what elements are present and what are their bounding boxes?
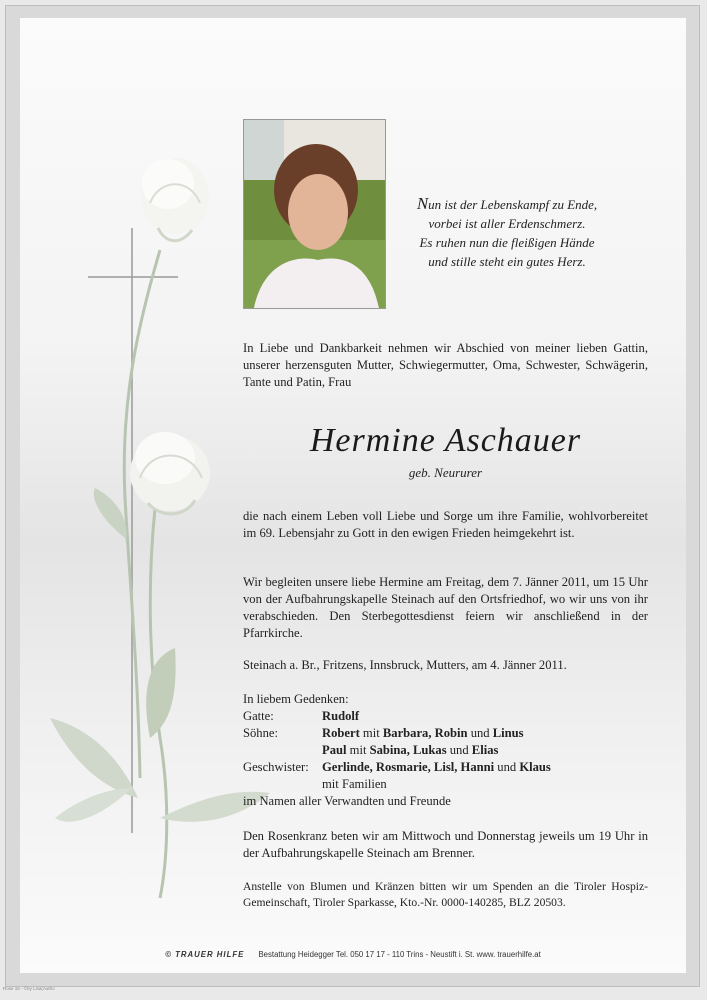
donation-text: Anstelle von Blumen und Kränzen bitten wir um Spenden an die Tiroler Hospiz-Gemeinschaft, Tiroler Sparkasse, Kto.-Nr. 0000-140285, BLZ 20503.: [243, 880, 648, 909]
son-2: Paul: [322, 743, 347, 757]
spouse-name: Rudolf: [322, 709, 360, 723]
connector-mit: mit: [359, 726, 383, 740]
obituary-page: [20, 18, 686, 973]
connector-und: und: [467, 726, 493, 740]
son-1: Robert: [322, 726, 360, 740]
son-1-child: Linus: [492, 726, 524, 740]
siblings-names: Gerlinde, Rosmarie, Lisl, Hanni: [322, 760, 495, 774]
intro-text: In Liebe und Dankbarkeit nehmen wir Abschied von meiner lieben Gattin, unserer herzensguten Mutter, Schwiegermutter, Oma, Schwester, Schwägerin, Tante und Patin, Frau: [243, 341, 648, 389]
son-2-family: Sabina, Lukas: [369, 743, 447, 757]
card-frame: [5, 5, 700, 987]
spouse-label: Gatte:: [243, 709, 274, 723]
families-row: [243, 776, 648, 793]
maiden-name: geb. Neururer: [408, 465, 483, 480]
sons-row-1: [243, 725, 648, 742]
spouse-row: [243, 708, 648, 725]
footer-logo: © TRAUER HILFE: [165, 950, 245, 959]
rose-decoration-image: [20, 18, 280, 973]
siblings-label: Geschwister:: [243, 760, 309, 774]
memorial-quote: [392, 194, 622, 271]
deceased-name: Hermine Aschauer: [309, 422, 582, 459]
footer-text: Bestattung Heidegger Tel. 050 17 17 - 110 Trins - Neustift i. St. www. trauerhilfe.at: [258, 950, 541, 959]
sibling-last: Klaus: [519, 760, 551, 774]
connector-mit: mit: [346, 743, 370, 757]
son-1-family: Barbara, Robin: [382, 726, 468, 740]
life-text: die nach einem Leben voll Liebe und Sorge um ihre Familie, wohlvorbereitet im 69. Lebensjahr zu Gott in den ewigen Frieden heimgekehrt ist.: [243, 509, 648, 540]
image-credit: Rose 16 - ©by Lisa(Autho: [3, 986, 55, 991]
others-text: im Namen aller Verwandten und Freunde: [243, 794, 451, 808]
quote-line-3: Es ruhen nun die fleißigen Hände: [419, 235, 595, 250]
quote-initial: N: [416, 194, 429, 213]
sons-row-2: [243, 742, 648, 759]
siblings-row: [243, 759, 648, 776]
rosary-text: Den Rosenkranz beten wir am Mittwoch und Donnerstag jeweils um 19 Uhr in der Aufbahrungskapelle Steinach am Brenner.: [243, 829, 648, 860]
quote-line-2: vorbei ist aller Erdenschmerz.: [428, 216, 586, 231]
funeral-text: Wir begleiten unsere liebe Hermine am Freitag, dem 7. Jänner 2011, um 15 Uhr von der Aufbahrungskapelle Steinach auf den Ortsfriedhof, wo wir uns von ihr verabschieden. Den Sterbegottesdienst feiern wir anschließend in der Pfarrkirche.: [243, 575, 648, 640]
mourners-list: [243, 691, 648, 810]
footer: [20, 950, 686, 959]
connector-und: und: [494, 760, 520, 774]
quote-line-4: und stille steht ein gutes Herz.: [428, 254, 586, 269]
families-text: mit Familien: [322, 777, 387, 791]
mourners-heading: In liebem Gedenken:: [243, 692, 349, 706]
spacer: [243, 776, 322, 793]
quote-line-1: un ist der Lebenskampf zu Ende,: [428, 197, 598, 212]
place-date: Steinach a. Br., Fritzens, Innsbruck, Mutters, am 4. Jänner 2011.: [243, 658, 567, 672]
portrait-photo: [243, 119, 386, 309]
connector-und: und: [446, 743, 472, 757]
son-2-child: Elias: [471, 743, 499, 757]
spacer: [243, 742, 322, 759]
sons-label: Söhne:: [243, 726, 278, 740]
